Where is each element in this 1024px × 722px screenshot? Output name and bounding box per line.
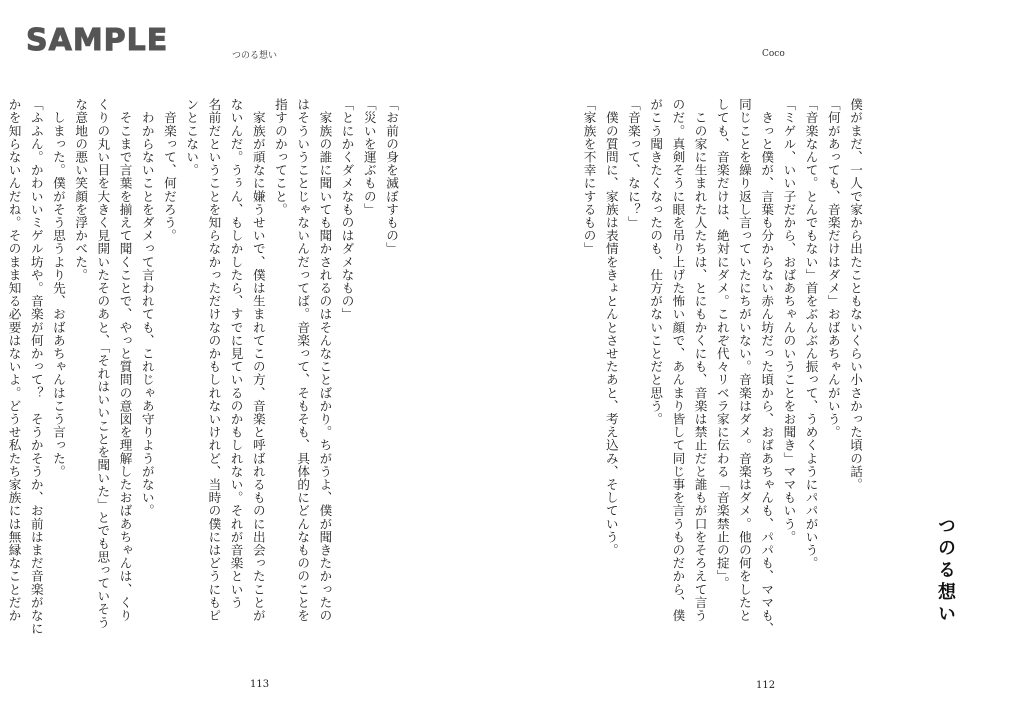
body-line: 「音楽なんて。とんでもない」首をぶんぶん振って、うめくようにパパがいう。 bbox=[803, 98, 819, 570]
body-line: 同じことを繰り返し言っていたにちがいない。音楽はダメ。音楽はダメ。他の何をしたと bbox=[736, 98, 752, 622]
body-line: わからないことをダメって言われても、これじゃあ守りようがない。 bbox=[139, 98, 155, 518]
body-line: 指すのかってこと。 bbox=[272, 98, 288, 216]
right-page-number: 112 bbox=[756, 680, 776, 691]
body-line: 僕がまだ、一人で家から出たこともないくらい小さかった頃の話。 bbox=[848, 98, 863, 491]
right-body-text bbox=[576, 98, 866, 668]
body-line: ンとこない。 bbox=[184, 98, 200, 177]
body-line: 音楽って、何だろう。 bbox=[161, 98, 177, 243]
body-line: 「音楽って、なに？」 bbox=[625, 98, 641, 229]
left-running-header: つのる想い bbox=[232, 51, 278, 61]
body-line: しても、音楽だけは、絶対にダメ。これぞ代々リベラ家に伝わる「音楽禁止の掟」。 bbox=[714, 98, 730, 590]
body-line: 「何があっても、音楽だけはダメ」おばあちゃんがいう。 bbox=[825, 98, 841, 439]
body-line: はそういうことじゃないんだってば。音楽って、そもそも、具体的にどんなもののことを bbox=[295, 98, 311, 622]
body-line: がこう聞きたくなったのも、仕方がないことだと思う。 bbox=[648, 98, 664, 426]
body-line: 「災いを運ぶもの」 bbox=[361, 98, 377, 216]
body-line: この家に生まれた人たちは、とにもかくにも、音楽は禁止だと誰もが口をそろえて言う bbox=[692, 98, 708, 622]
left-page-number: 113 bbox=[250, 679, 270, 690]
body-line: 「とにかくダメなものはダメなもの」 bbox=[339, 98, 355, 321]
body-line: そこまで言葉を揃えて聞くことで、やっと質問の意図を理解したおばあちゃんは、くり bbox=[117, 98, 133, 622]
body-line: 名前だということを知らなかっただけなのかもしれないけれど、当時の僕にはどうにもピ bbox=[206, 98, 222, 622]
body-line: 「ミゲル、いい子だから、おばあちゃんのいうことをお聞き」ママもいう。 bbox=[781, 98, 797, 544]
body-line: 家族が頑なに嫌うせいで、僕は生まれてこの方、音楽と呼ばれるものに出会ったことが bbox=[250, 98, 266, 622]
sample-stamp: SAMPLE bbox=[26, 23, 169, 58]
body-line: きっと僕が、言葉も分からない赤ん坊だった頃から、おばあちゃんも、パパも、ママも、 bbox=[759, 98, 775, 636]
body-line: 家族の誰に聞いても聞かされるのはそんなことばかり。ちがうよ、僕が聞きたかったの bbox=[317, 98, 333, 622]
right-running-header: Coco bbox=[762, 49, 785, 59]
body-line: くりの丸い目を大きく見開いたそのあと、「それはいいことを聞いた」とでも思っていそう bbox=[95, 98, 111, 629]
body-line: 「家族を不幸にするもの」 bbox=[581, 98, 597, 256]
body-line: 「お前の身を滅ぼすもの」 bbox=[384, 98, 399, 256]
left-body-text bbox=[6, 98, 402, 668]
body-line: 「ふふん。かわいいミゲル坊や。音楽が何かって？ そうかそうか、お前はまだ音楽がなに bbox=[28, 98, 44, 636]
body-line: な意地の悪い笑顔を浮かべた。 bbox=[73, 98, 89, 282]
chapter-title: つのる想い bbox=[935, 516, 956, 626]
right-page bbox=[512, 0, 1024, 722]
body-line: 僕の質問に、家族は表情をきょとんとさせたあと、考え込み、そしていう。 bbox=[603, 98, 619, 557]
body-line: かを知らないんだね。そのまま知る必要はないよ。どうせ私たち家族には無縁なことだか bbox=[6, 98, 22, 622]
body-line: ないんだ。うぅん、もしかしたら、すでに見ているのかもしれない。それが音楽という bbox=[228, 98, 244, 609]
body-line: しまった。僕がそう思うより先、おばあちゃんはこう言った。 bbox=[50, 98, 66, 478]
body-line: のだ。真剣そうに眼を吊り上げた怖い顔で、あんまり皆して同じ事を言うものだから、僕 bbox=[670, 98, 686, 622]
